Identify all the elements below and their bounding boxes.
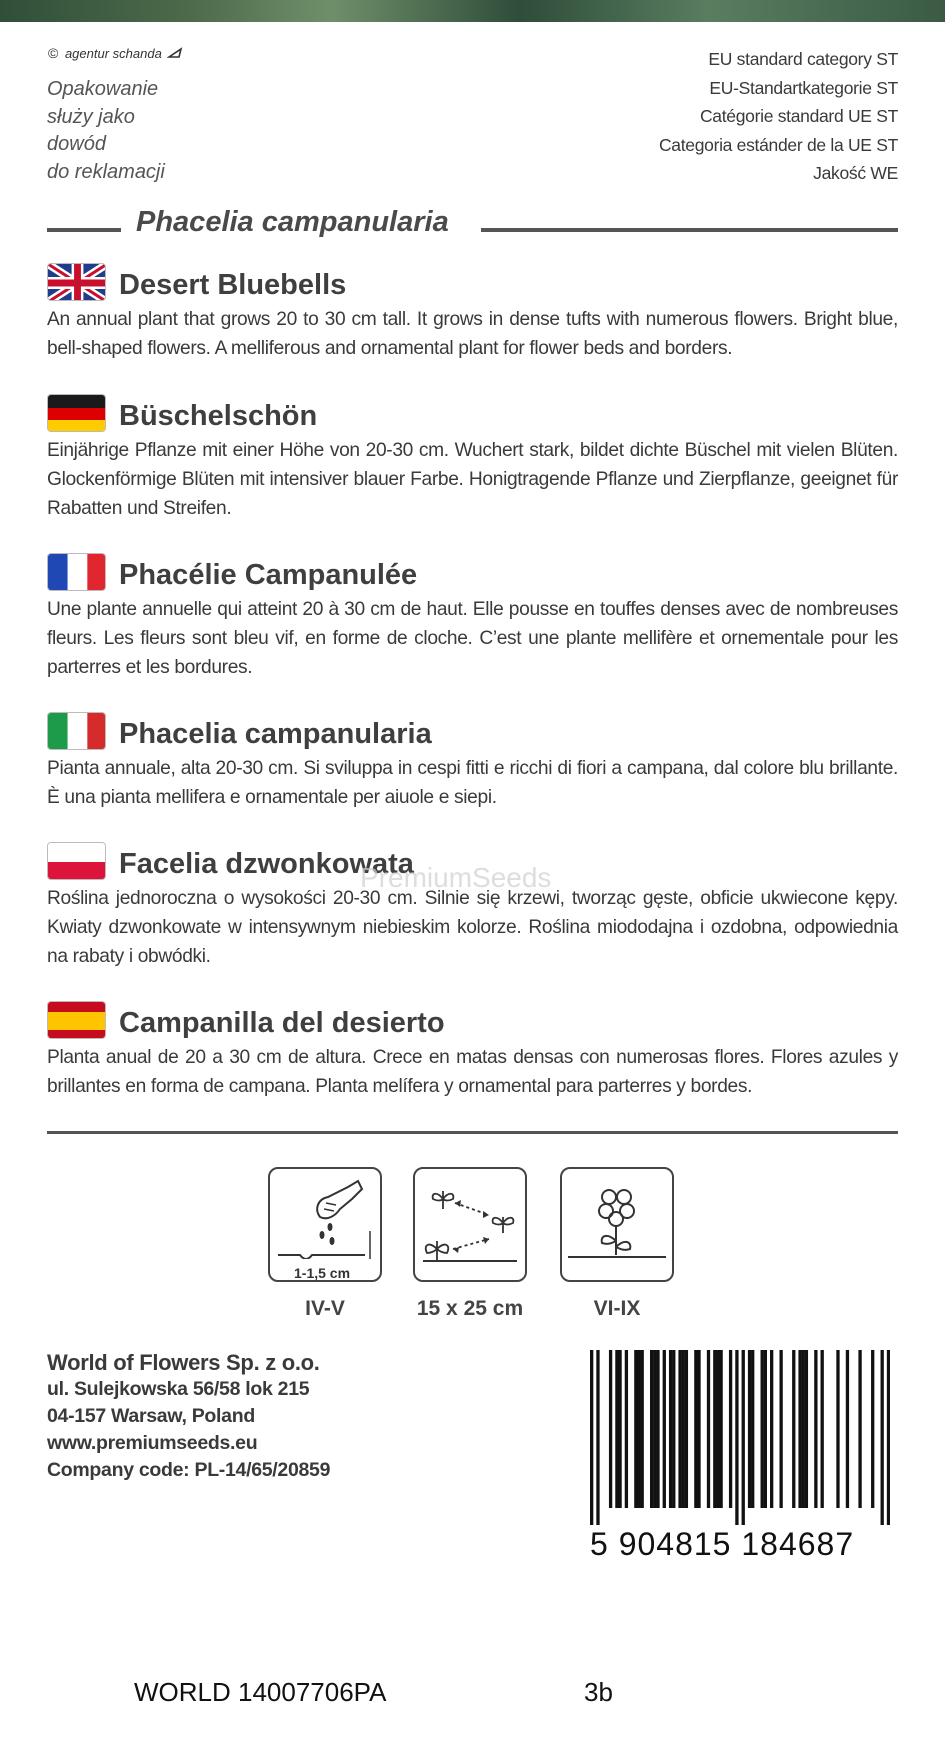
barcode-bar <box>751 1350 754 1508</box>
section-spanish <box>47 1001 898 1101</box>
barcode-bar <box>694 1350 697 1508</box>
species-name: Phacelia campanularia <box>136 206 449 238</box>
photo-credit-text: agentur schanda <box>64 46 162 61</box>
sowing-hand-icon <box>270 1169 380 1259</box>
header-photo-strip <box>0 0 945 22</box>
barcode-bar <box>729 1350 732 1508</box>
barcode-bar <box>653 1350 656 1508</box>
section-text: An annual plant that grows 20 to 30 cm tall. It grows in dense tufts with numerous flowers. Bright blue, bell-shaped flowers. A melliferous and ornamental plant for flower beds and borders. <box>47 309 898 359</box>
category-line: EU-Standartkategorie ST <box>709 77 898 98</box>
section-french <box>47 553 898 682</box>
print-revision: 3b <box>584 1677 613 1707</box>
barcode-bar <box>697 1350 700 1508</box>
section-text: Une plante annuelle qui atteint 20 à 30 cm de haut. Elle pousse en touffes denses avec de nombreuses fleurs. Les fleurs sont bleu vif, en forme de cloche. C’est une plante mellifère et ornementale pour les parterres et les bordures. <box>47 599 898 678</box>
barcode-bar <box>770 1350 773 1508</box>
barcode-bar <box>637 1350 640 1508</box>
spacing-icon-box <box>413 1167 527 1282</box>
rule-right <box>481 228 898 232</box>
barcode-bar <box>792 1350 795 1508</box>
company-info <box>47 1349 330 1484</box>
barcode-guard-bar <box>596 1350 599 1525</box>
quality-category <box>659 45 898 188</box>
barcode-bar <box>641 1350 644 1508</box>
section-english <box>47 263 898 363</box>
uk-flag-icon <box>47 263 106 301</box>
barcode-guard-bar <box>887 1350 890 1525</box>
print-code: WORLD 14007706PA <box>134 1677 387 1707</box>
barcode-bar <box>625 1350 628 1508</box>
barcode-bar <box>682 1350 685 1508</box>
barcode-bar <box>836 1350 839 1508</box>
sowing-icon-box <box>268 1167 382 1282</box>
sowing-period: IV-V <box>305 1297 345 1320</box>
watermark: PremiumSeeds <box>360 862 552 893</box>
category-line: EU standard category ST <box>708 49 898 69</box>
section-divider <box>47 1131 898 1134</box>
category-line: Catégorie standard UE ST <box>699 106 898 126</box>
rule-left <box>47 228 121 232</box>
flower-icon <box>562 1169 672 1279</box>
france-flag-icon <box>47 553 106 591</box>
barcode-guard-bar <box>742 1350 745 1525</box>
copyright-symbol: © <box>48 45 59 61</box>
barcode-bar <box>779 1350 782 1508</box>
note-line: dowód <box>47 133 106 155</box>
category-line: Jakość WE <box>813 163 898 183</box>
barcode-bar <box>802 1350 805 1508</box>
barcode-bars <box>590 1350 890 1525</box>
barcode-bar <box>634 1350 637 1508</box>
barcode-bar <box>716 1350 719 1508</box>
company-code: Company code: PL-14/65/20859 <box>47 1459 331 1481</box>
barcode-guard-bar <box>735 1350 738 1525</box>
barcode-bar <box>764 1350 767 1508</box>
barcode-number: 5 904815 184687 <box>590 1526 855 1562</box>
poland-flag-icon <box>47 842 106 880</box>
barcode-bar <box>672 1350 675 1508</box>
plant-spacing-icon <box>415 1169 525 1279</box>
spain-flag-icon <box>47 1001 106 1039</box>
sowing-depth: 1-1,5 cm <box>294 1265 351 1281</box>
section-text: Planta anual de 20 a 30 cm de altura. Crece en matas densas con numerosas flores. Flores azules y brillantes en forma de campana. Planta melífera y ornamental para parterres y bordes. <box>47 1047 898 1097</box>
plant-spacing: 15 x 25 cm <box>416 1297 524 1320</box>
section-title: Phacelia campanularia <box>119 718 432 750</box>
company-website: www.premiumseeds.eu <box>47 1432 258 1454</box>
company-street: ul. Sulejkowska 56/58 lok 215 <box>47 1378 310 1400</box>
section-italian <box>47 712 898 812</box>
note-line: do reklamacji <box>47 160 165 183</box>
barcode-bar <box>707 1350 710 1508</box>
barcode-bar <box>748 1350 751 1508</box>
barcode-bar <box>821 1350 824 1508</box>
category-line: Categoria estánder de la UE ST <box>658 134 898 155</box>
barcode-bar <box>719 1350 722 1508</box>
species-heading <box>47 206 898 240</box>
section-text: Einjährige Pflanze mit einer Höhe von 20-30 cm. Wuchert stark, bildet dichte Büschel mit vielen Blüten. Glockenförmige Blüten mit intensiver blauer Farbe. Honigtragende Pflanze und Zierpflanze, geeignet für Rabatten und Streifen. <box>47 440 898 519</box>
flowering-icon-box <box>560 1167 674 1282</box>
section-title: Büschelschön <box>119 400 318 432</box>
barcode-bar <box>685 1350 688 1508</box>
barcode-bar <box>814 1350 817 1508</box>
barcode-bar <box>615 1350 618 1508</box>
barcode-guard-bar <box>881 1350 884 1525</box>
section-text: Pianta annuale, alta 20-30 cm. Si sviluppa in cespi fitti e ricchi di fiori a campana, dal colore blu brillante. È una pianta mellifera e ornamentale per aiuole e siepi. <box>47 758 898 808</box>
barcode-bar <box>618 1350 621 1508</box>
section-title: Phacélie Campanulée <box>119 559 418 591</box>
company-city: 04-157 Warsaw, Poland <box>47 1405 255 1427</box>
note-line: służy jako <box>47 105 135 128</box>
germany-flag-icon <box>47 394 106 432</box>
complaint-note <box>47 76 165 186</box>
barcode-bar <box>678 1350 681 1508</box>
barcode-bar <box>846 1350 849 1508</box>
barcode-bar <box>871 1350 874 1508</box>
section-text: Roślina jednoroczna o wysokości 20-30 cm. Silnie się krzewi, tworząc gęste, obficie ukwiecone kępy. Kwiaty dzwonkowate w intensywnym niebieskim kolorze. Roślina miododajna i ozdobna, odpowiednia na rabaty i obwódki. <box>47 888 898 967</box>
barcode-bar <box>609 1350 612 1508</box>
section-german <box>47 394 898 523</box>
credit-logo-icon <box>167 47 183 59</box>
italy-flag-icon <box>47 712 106 750</box>
barcode-guard-bar <box>590 1350 593 1525</box>
barcode-bar <box>650 1350 653 1508</box>
barcode-bar <box>669 1350 672 1508</box>
barcode-bar <box>761 1350 764 1508</box>
company-name: World of Flowers Sp. z o.o. <box>47 1350 320 1375</box>
ean-barcode <box>590 1350 890 1562</box>
note-line: Opakowanie <box>47 78 159 100</box>
section-title: Campanilla del desierto <box>119 1007 445 1039</box>
barcode-bar <box>858 1350 861 1508</box>
flowering-period: VI-IX <box>593 1297 641 1320</box>
barcode-bar <box>713 1350 716 1508</box>
section-title: Desert Bluebells <box>119 269 347 301</box>
barcode-bar <box>805 1350 808 1508</box>
photo-credit <box>48 45 183 61</box>
barcode-bar <box>663 1350 666 1508</box>
barcode-bar <box>656 1350 659 1508</box>
barcode-bar <box>798 1350 801 1508</box>
section-title: Facelia dzwonkowata <box>119 848 414 880</box>
